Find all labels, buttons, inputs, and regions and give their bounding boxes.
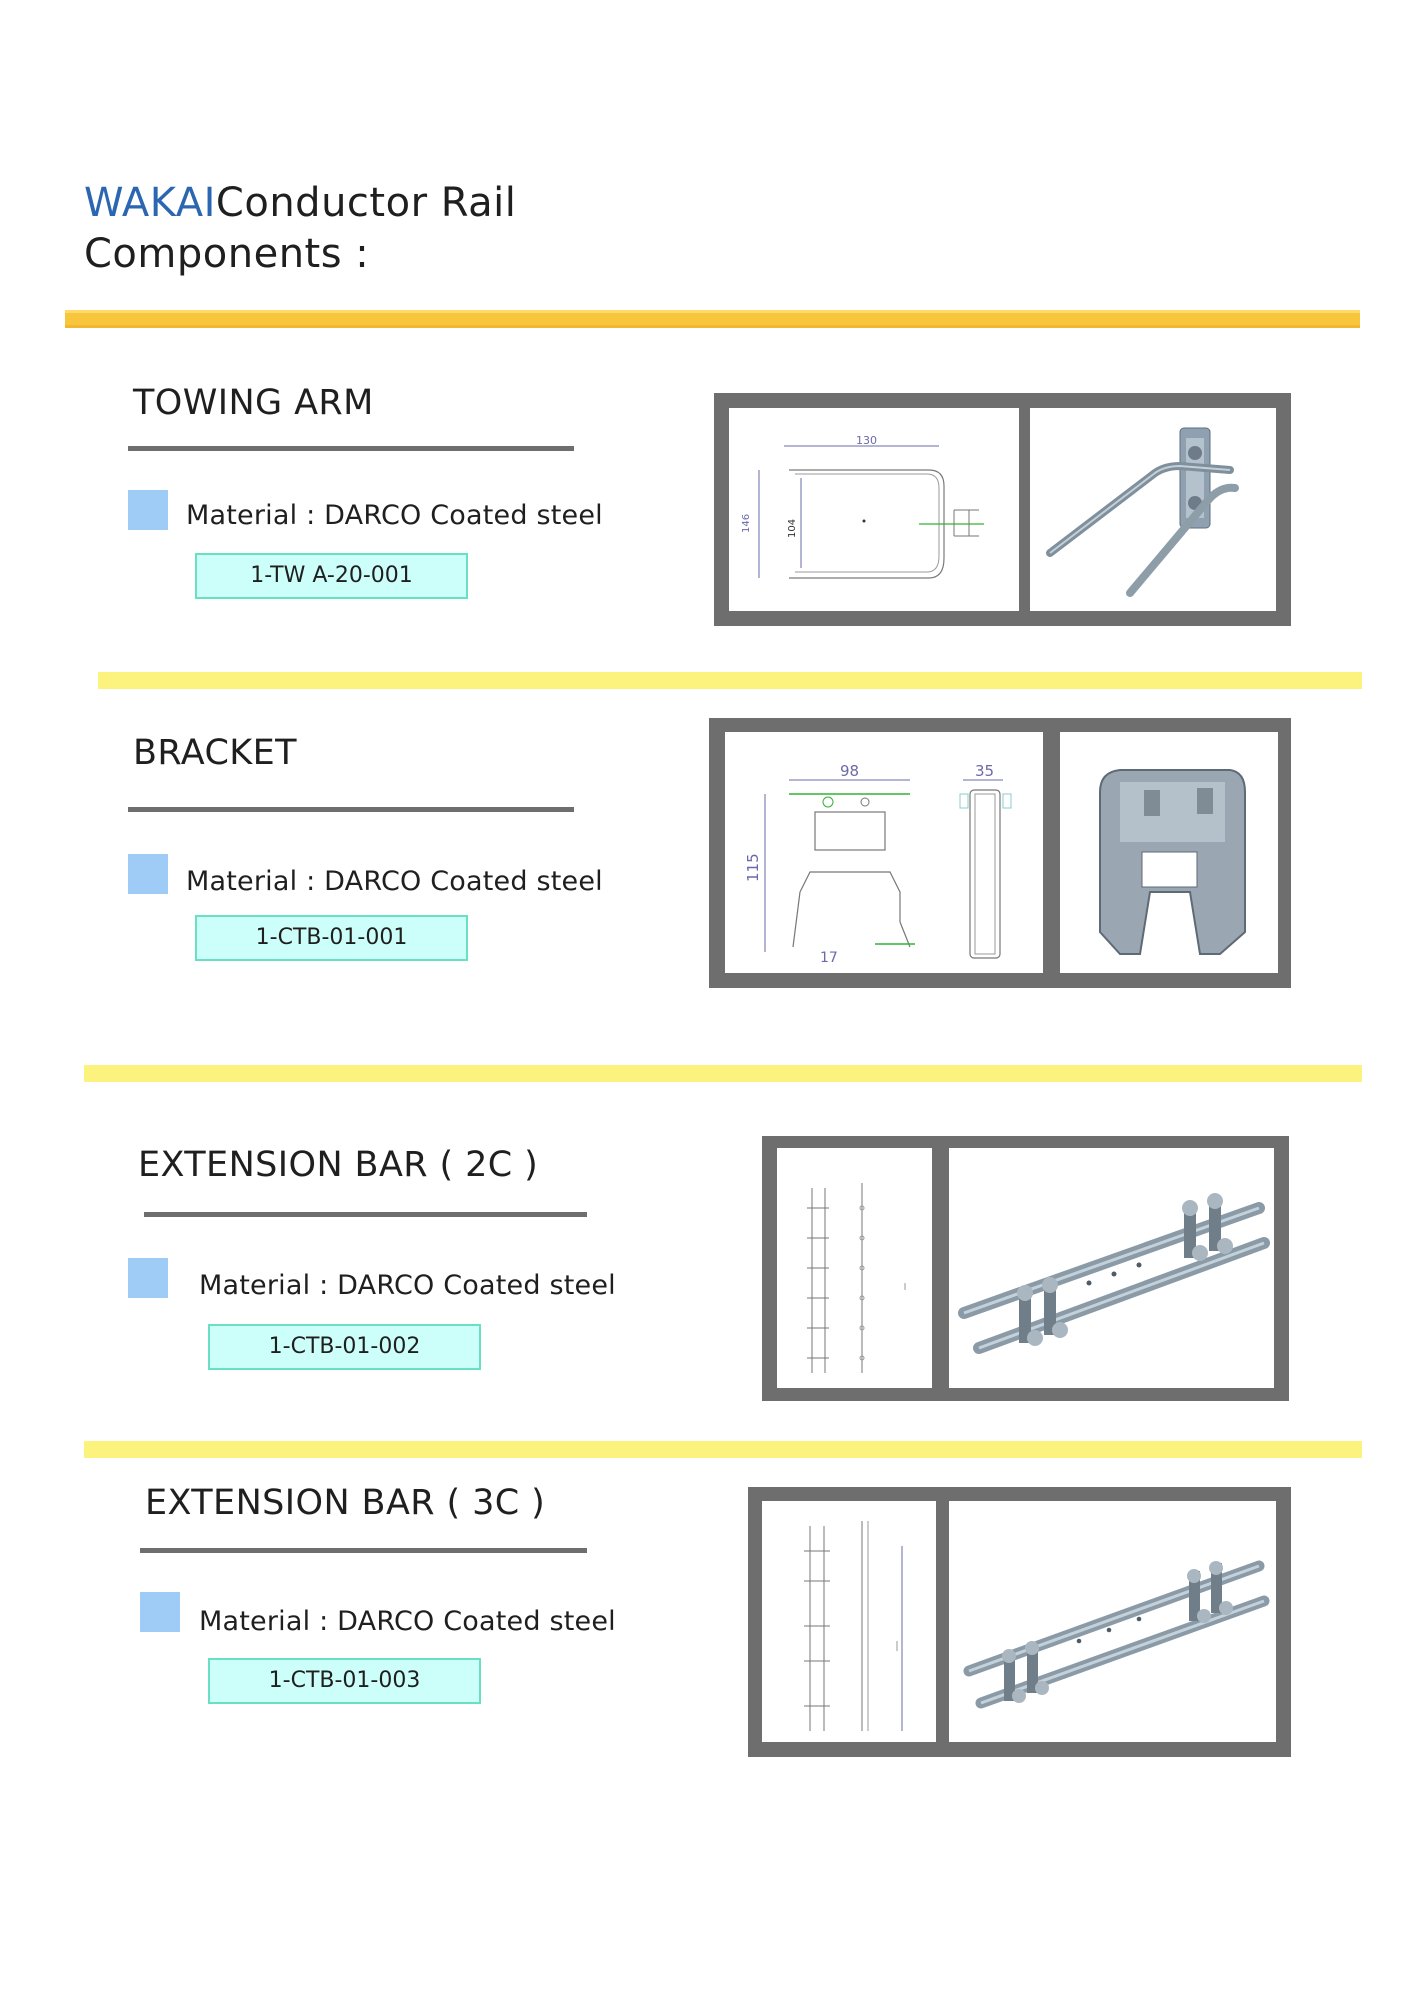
technical-drawing <box>762 1501 936 1742</box>
section-divider <box>98 672 1362 689</box>
dimension-label: 17 <box>820 950 838 966</box>
part-code: 1-CTB-01-001 <box>195 915 468 961</box>
product-photo <box>949 1501 1276 1742</box>
product-photo <box>1030 408 1276 611</box>
brand-name: WAKAI <box>84 180 216 226</box>
technical-drawing <box>777 1148 932 1388</box>
dimension-label: 115 <box>744 853 762 882</box>
technical-drawing <box>729 408 1019 611</box>
title-text: Conductor Rail <box>215 180 517 226</box>
dimension-label: 104 <box>787 518 798 538</box>
section-rule <box>144 1212 587 1217</box>
technical-drawing <box>725 732 1043 973</box>
section-rule <box>128 446 574 451</box>
section-title: EXTENSION BAR ( 2C ) <box>138 1145 539 1185</box>
material-swatch <box>128 490 168 530</box>
section-rule <box>140 1548 587 1553</box>
part-code: 1-CTB-01-002 <box>208 1324 481 1370</box>
material-swatch <box>140 1592 180 1632</box>
product-image-frame <box>714 393 1291 626</box>
header-divider <box>65 310 1360 328</box>
material-text: Material : DARCO Coated steel <box>186 866 603 897</box>
part-code: 1-TW A-20-001 <box>195 553 468 599</box>
material-text: Material : DARCO Coated steel <box>199 1606 616 1637</box>
section-divider <box>84 1441 1362 1458</box>
product-image-frame <box>709 718 1291 988</box>
material-swatch <box>128 854 168 894</box>
section-title: TOWING ARM <box>133 383 374 423</box>
section-divider <box>84 1065 1362 1082</box>
title-line-2: Components : <box>84 231 370 277</box>
product-image-frame <box>748 1487 1291 1757</box>
material-swatch <box>128 1258 168 1298</box>
section-rule <box>128 807 574 812</box>
dimension-label: 130 <box>856 434 877 447</box>
product-photo <box>1060 732 1278 973</box>
product-photo <box>949 1148 1274 1388</box>
dimension-label: 98 <box>840 762 860 780</box>
section-title: EXTENSION BAR ( 3C ) <box>145 1483 546 1523</box>
material-text: Material : DARCO Coated steel <box>186 500 603 531</box>
page-title <box>84 178 516 280</box>
section-title: BRACKET <box>133 733 297 773</box>
dimension-label: 35 <box>975 762 995 780</box>
part-code: 1-CTB-01-003 <box>208 1658 481 1704</box>
material-text: Material : DARCO Coated steel <box>199 1270 616 1301</box>
dimension-label: 146 <box>741 513 752 533</box>
product-image-frame <box>762 1136 1289 1401</box>
